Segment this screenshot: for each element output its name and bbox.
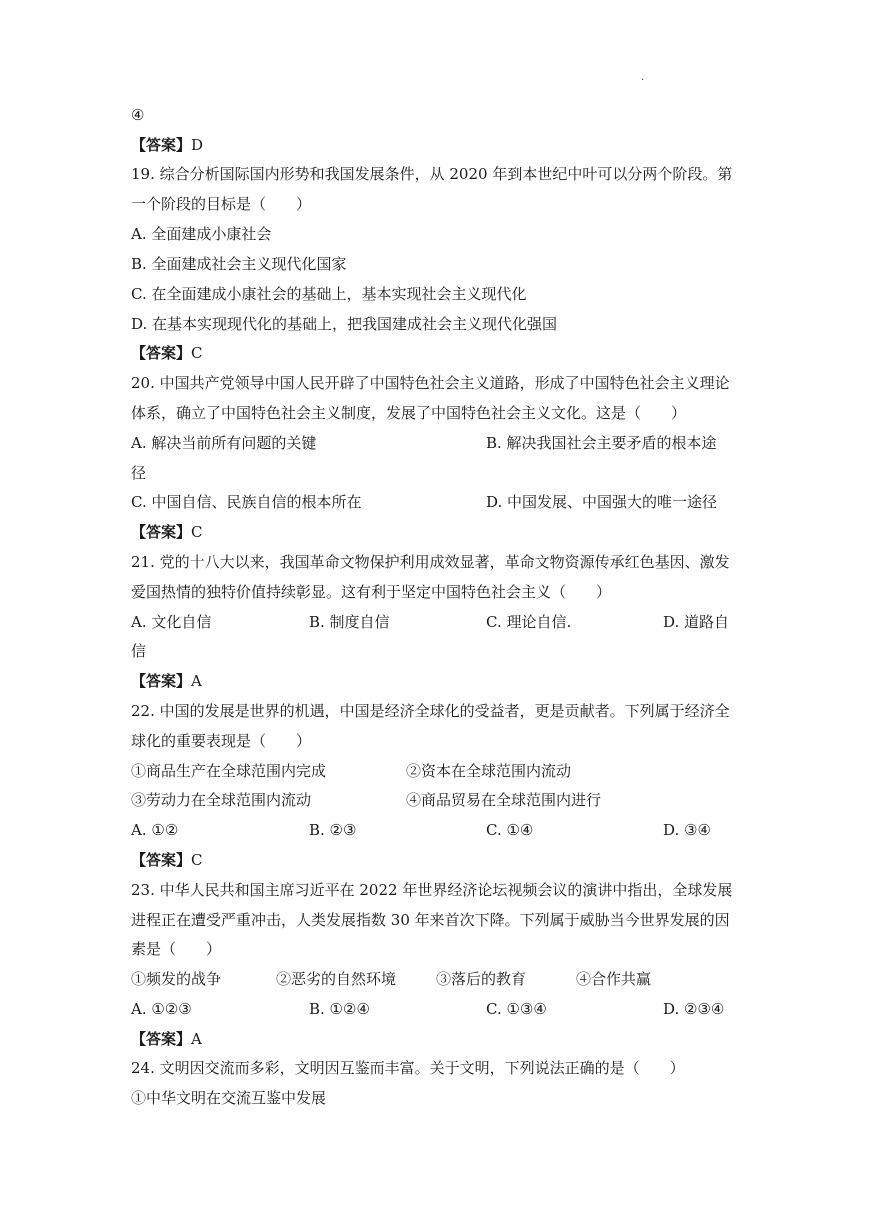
question-21-option-a: A. 文化自信 [131,613,212,631]
question-20-stem: 20. 中国共产党领导中国人民开辟了中国特色社会主义道路，形成了中国特色社会主义理论 [131,374,730,392]
option-four-mark: ④ [131,106,145,124]
question-22-option-d: D. ③④ [663,821,711,839]
question-23-stem-cont: 进程正在遭受严重冲击，人类发展指数 30 年来首次下降。下列属于威胁当今世界发展的因 [131,911,730,929]
answer-label: 【答案】 [131,344,192,362]
answer-value: A [191,1030,202,1048]
answer-value: A [191,672,202,690]
answer-value: C [191,851,203,869]
question-21-option-d-cont: 信 [131,642,147,660]
question-20-option-c: C. 中国自信、民族自信的根本所在 [131,493,362,511]
question-23-stem-cont: 素是（ ） [131,940,222,958]
question-21-stem-cont: 爱国热情的独特价值持续彰显。这有利于坚定中国特色社会主义（ ） [131,583,612,601]
answer-label: 【答案】 [131,851,192,869]
question-22-stem: 22. 中国的发展是世界的机遇，中国是经济全球化的受益者，更是贡献者。下列属于经济全 [131,702,730,720]
question-23-statement-3: ③落后的教育 [436,970,527,988]
question-19-stem: 19. 综合分析国际国内形势和我国发展条件，从 2020 年到本世纪中叶可以分两个阶段。第 [131,165,733,183]
question-22-option-c: C. ①④ [486,821,534,839]
question-23-option-b: B. ①②④ [309,1000,370,1018]
question-23-statement-4: ④合作共赢 [576,970,652,988]
question-22-option-b: B. ②③ [309,821,357,839]
question-19-option-c: C. 在全面建成小康社会的基础上，基本实现社会主义现代化 [131,285,527,303]
question-20-option-b-cont: 径 [131,464,147,482]
question-20-option-a: A. 解决当前所有问题的关键 [131,434,317,452]
question-21-option-b: B. 制度自信 [309,613,390,631]
answer-label: 【答案】 [131,136,192,154]
question-19-option-d: D. 在基本实现现代化的基础上，把我国建成社会主义现代化强国 [131,315,558,333]
question-22-statement-1: ①商品生产在全球范围内完成 [131,762,327,780]
answer-label: 【答案】 [131,1030,192,1048]
answer-line [131,1029,741,1049]
question-19-stem-cont: 一个阶段的目标是（ ） [131,195,312,213]
question-21-option-d: D. 道路自 [663,613,730,631]
question-21-stem: 21. 党的十八大以来，我国革命文物保护利用成效显著，革命文物资源传承红色基因、激发 [131,553,730,571]
header-mark: . [641,72,645,83]
question-19-option-a: A. 全面建成小康社会 [131,225,272,243]
question-20-option-b: B. 解决我国社会主要矛盾的根本途 [486,434,717,452]
question-22-statement-4: ④商品贸易在全球范围内进行 [406,791,602,809]
question-23-option-d: D. ②③④ [663,1000,725,1018]
question-23-option-a: A. ①②③ [131,1000,192,1018]
question-23-statement-1: ①频发的战争 [131,970,222,988]
answer-line [131,671,741,691]
question-23-stem: 23. 中华人民共和国主席习近平在 2022 年世界经济论坛视频会议的演讲中指出，全球发展 [131,881,733,899]
question-20-option-d: D. 中国发展、中国强大的唯一途径 [486,493,718,511]
answer-label: 【答案】 [131,523,192,541]
question-20-stem-cont: 体系，确立了中国特色社会主义制度，发展了中国特色社会主义文化。这是（ ） [131,404,687,422]
answer-value: C [191,523,203,541]
question-24-stem: 24. 文明因交流而多彩，文明因互鉴而丰富。关于文明，下列说法正确的是（ ） [131,1059,685,1077]
question-23-option-c: C. ①③④ [486,1000,547,1018]
question-23-statement-2: ②恶劣的自然环境 [276,970,397,988]
answer-line [131,135,741,155]
answer-line [131,522,741,542]
answer-value: D [191,136,204,154]
answer-line [131,343,741,363]
answer-label: 【答案】 [131,672,192,690]
question-22-statement-2: ②资本在全球范围内流动 [406,762,572,780]
question-22-statement-3: ③劳动力在全球范围内流动 [131,791,312,809]
question-22-option-a: A. ①② [131,821,179,839]
question-21-option-c: C. 理论自信. [486,613,572,631]
answer-line [131,850,741,870]
question-24-statement-1: ①中华文明在交流互鉴中发展 [131,1089,327,1107]
answer-value: C [191,344,203,362]
question-22-stem-cont: 球化的重要表现是（ ） [131,732,312,750]
question-19-option-b: B. 全面建成社会主义现代化国家 [131,255,347,273]
